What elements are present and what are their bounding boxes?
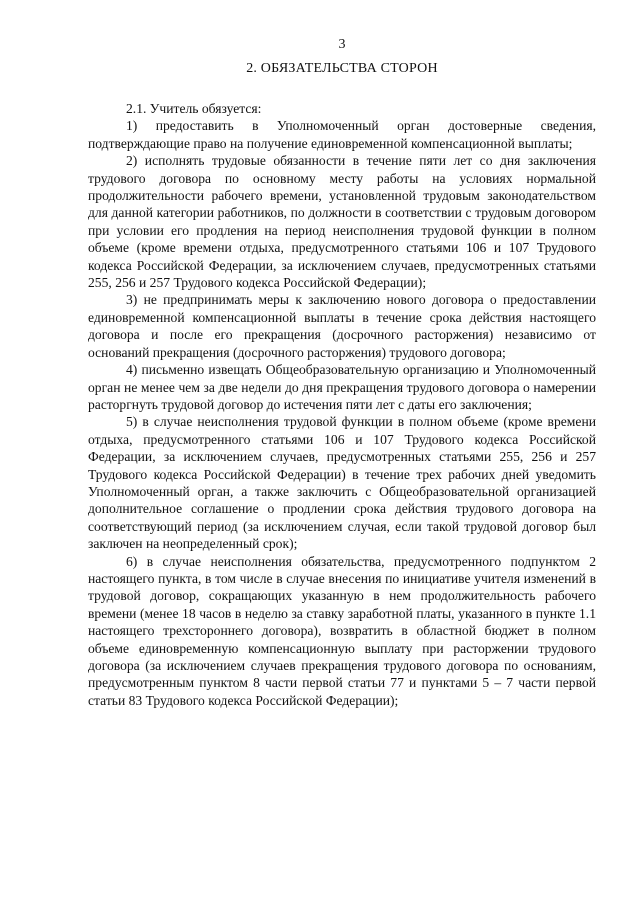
section-title: 2. ОБЯЗАТЕЛЬСТВА СТОРОН [246, 61, 438, 76]
paragraph-item-3: 3) не предпринимать меры к заключению нового договора о предоставлении единовременной компенсационной выплаты в течение срока действия настоящего договора и после его прекращения (досрочного расторжения) независимо от оснований прекращения (досрочного расторжения) трудового договора; [88, 292, 596, 360]
paragraph-2-1-heading: 2.1. Учитель обязуется: [126, 101, 262, 116]
paragraph-item-1: 1) предоставить в Уполномоченный орган достоверные сведения, подтверждающие право на получение единовременной компенсационной выплаты; [88, 118, 596, 151]
page-number: 3 [338, 37, 346, 52]
paragraph-item-4: 4) письменно извещать Общеобразовательную организацию и Уполномоченный орган не менее чем за две недели до дня прекращения трудового договора о намерении расторгнуть трудовой договор до истечения пяти лет с даты его заключения; [88, 362, 596, 412]
paragraph-item-6: 6) в случае неисполнения обязательства, предусмотренного подпунктом 2 настоящего пункта, в том числе в случае внесения по инициативе учителя изменений в трудовой договор, сокращающих указанную в нем продолжительность рабочего времени (менее 18 часов в неделю за ставку заработной платы, указанного в пункте 1.1 настоящего трехстороннего договора), возвратить в областной бюджет в полном объеме единовременную компенсационную выплату при расторжении трудового договора (за исключением случаев прекращения трудового договора по основаниям, предусмотренным пунктом 8 части первой статьи 77 и пунктами 5 – 7 части первой статьи 83 Трудового кодекса Российской Федерации); [88, 553, 596, 708]
document-page [88, 36, 596, 709]
paragraph-item-5: 5) в случае неисполнения трудовой функции в полном объеме (кроме времени отдыха, предусмотренного статьями 106 и 107 Трудового кодекса Российской Федерации, за исключением случаев, предусмотренных статьями 255, 256 и 257 Трудового кодекса Российской Федерации) в течение трех рабочих дней уведомить Уполномоченный орган, а также заключить с Общеобразовательной организацией дополнительное соглашение о продлении срока действия трудового договора на соответствующий период (за исключением случая, если такой трудовой договор был заключен на неопределенный срок); [88, 414, 596, 552]
paragraph-item-2: 2) исполнять трудовые обязанности в течение пяти лет со дня заключения трудового договора по основному месту работы на условиях нормальной продолжительности рабочего времени, установленной трудовым законодательством для данной категории работников, по должности в соответствии с трудовым договором при условии его продления на период неисполнения трудовой функции в полном объеме (кроме времени отдыха, предусмотренного статьями 106 и 107 Трудового кодекса Российской Федерации, за исключением случаев, предусмотренных статьями 255, 256 и 257 Трудового кодекса Российской Федерации); [88, 153, 596, 291]
